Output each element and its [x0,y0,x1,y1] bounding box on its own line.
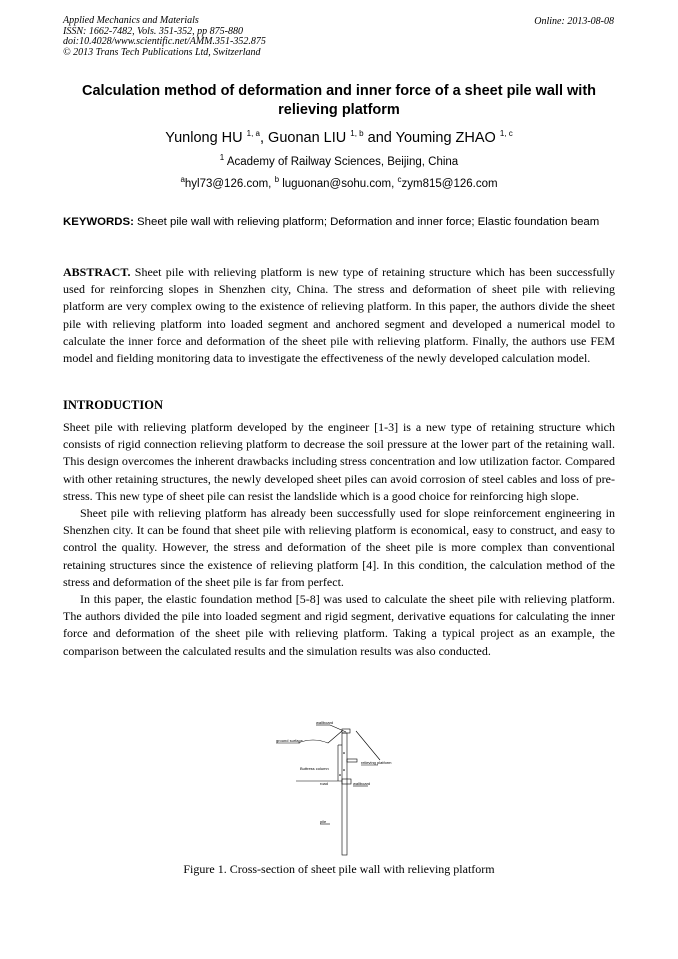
email-link[interactable]: zym815@126.com [401,178,498,190]
label-wallboard-bottom: wallboard [353,781,371,786]
label-relieving-platform: relieving platform [361,760,392,765]
paper-title: Calculation method of deformation and inner force of a sheet pile wall with relieving platform [82,83,596,118]
email-list [63,175,615,190]
abstract-label: ABSTRACT. [63,265,131,279]
affiliation [63,153,615,168]
label-ground-surface: ground surface [276,738,303,743]
leader-line [330,725,346,732]
paragraph: Sheet pile with relieving platform developed by the engineer [1-3] is a new type of retaining structure which consists of rigid connection relieving platform to decrease the soil pressure at the lower part of the retaining wall. This design overcomes the inherent drawbacks including stress concentration and low utilization factor. Compared with other retaining structures, the newly developed sheet piles can avoid corrosion of steel cables and loss of pre-stress. This new type of sheet pile can resist the landslide which is a good choice for reinforcing high slope. [63,420,615,503]
email-link[interactable]: hyl73@126.com, [184,178,272,190]
introduction-heading: INTRODUCTION [63,398,164,412]
affiliation-text: Academy of Railway Sciences, Beijing, China [226,156,459,168]
wallboard-bottom-shape [342,779,351,784]
email-mark: c [397,175,402,185]
author-name: , Guonan LIU [260,130,347,146]
cross-section-figure [268,715,418,860]
anchor-dot [339,774,341,776]
online-date: Online: 2013-08-08 [534,16,614,27]
email-link[interactable]: luguonan@sohu.com, [282,178,395,190]
keywords [63,214,615,230]
paragraph: In this paper, the elastic foundation method [5-8] was used to calculate the sheet pile with relieving platform. The authors divided the pile into loaded segment and rigid segment, derivative equations for calculating the inner force and deformation of the sheet pile with relieving platform. Taking a typical project as an example, the comparison between the calculated results and the simulation results was also conducted. [63,592,615,658]
author-affil-mark: 1, b [350,129,364,139]
label-pile: pile [320,819,327,824]
author-name: Yunlong HU [165,130,243,146]
author-affil-mark: 1, c [499,129,513,139]
doi-line: doi:10.4028/www.scientific.net/AMM.351-352.875 [63,36,266,47]
author-name: and Youming ZHAO [367,130,496,146]
author-list [63,130,615,146]
keywords-label: KEYWORDS: [63,216,134,228]
label-buttress-column: Buttress column [300,766,329,771]
relieving-platform-shape [347,759,357,762]
author-affil-mark: 1, a [246,129,260,139]
introduction-body [63,419,615,660]
abstract [63,264,615,367]
anchor-dot [343,769,345,771]
label-road: road [320,781,329,786]
label-wallboard-top: wallboard [316,720,334,725]
email-mark: b [274,175,280,185]
copyright-line: © 2013 Trans Tech Publications Ltd, Switzerland [63,46,261,58]
journal-name: Applied Mechanics and Materials [63,15,199,26]
pile-shape [342,733,347,855]
anchor-dot [343,752,345,754]
paragraph: Sheet pile with relieving platform has already been successfully used for slope reinforcement engineering in Shenzhen city. It can be found that sheet pile with relieving platform is economical, easy to construct, and easy to control the quality. However, the stress and deformation of the sheet pile is more complex than conventional retaining structures since the existence of relieving platform [4]. In this condition, the calculation method of the stress and deformation of the sheet pile is far from perfect. [63,506,615,589]
abstract-text: Sheet pile with relieving platform is new type of retaining structure which has been successfully used for reinforcing slopes in Shenzhen city, China. The stress and deformation of sheet pile with relieving platform are very complex owing to the existence of relieving platform. In this paper, the authors divide the sheet pile with relieving platform into loaded segment and anchored segment and developed a numerical model to calculate the inner force and deformation of the sheet pile with relieving platform. Finally, the authors use FEM model and fielding monitoring data to investigate the effectiveness of the newly developed calculation model. [63,265,615,366]
affiliation-mark: 1 [219,153,225,163]
backfill-slope [356,731,380,760]
journal-header [63,16,266,58]
keywords-text: Sheet pile wall with relieving platform; Deformation and inner force; Elastic foundation beam [137,216,600,228]
email-mark: a [180,175,185,185]
issn-line: ISSN: 1662-7482, Vols. 351-352, pp 875-880 [63,25,243,37]
ground-line [298,731,342,743]
figure-caption: Figure 1. Cross-section of sheet pile wall with relieving platform [183,862,495,876]
